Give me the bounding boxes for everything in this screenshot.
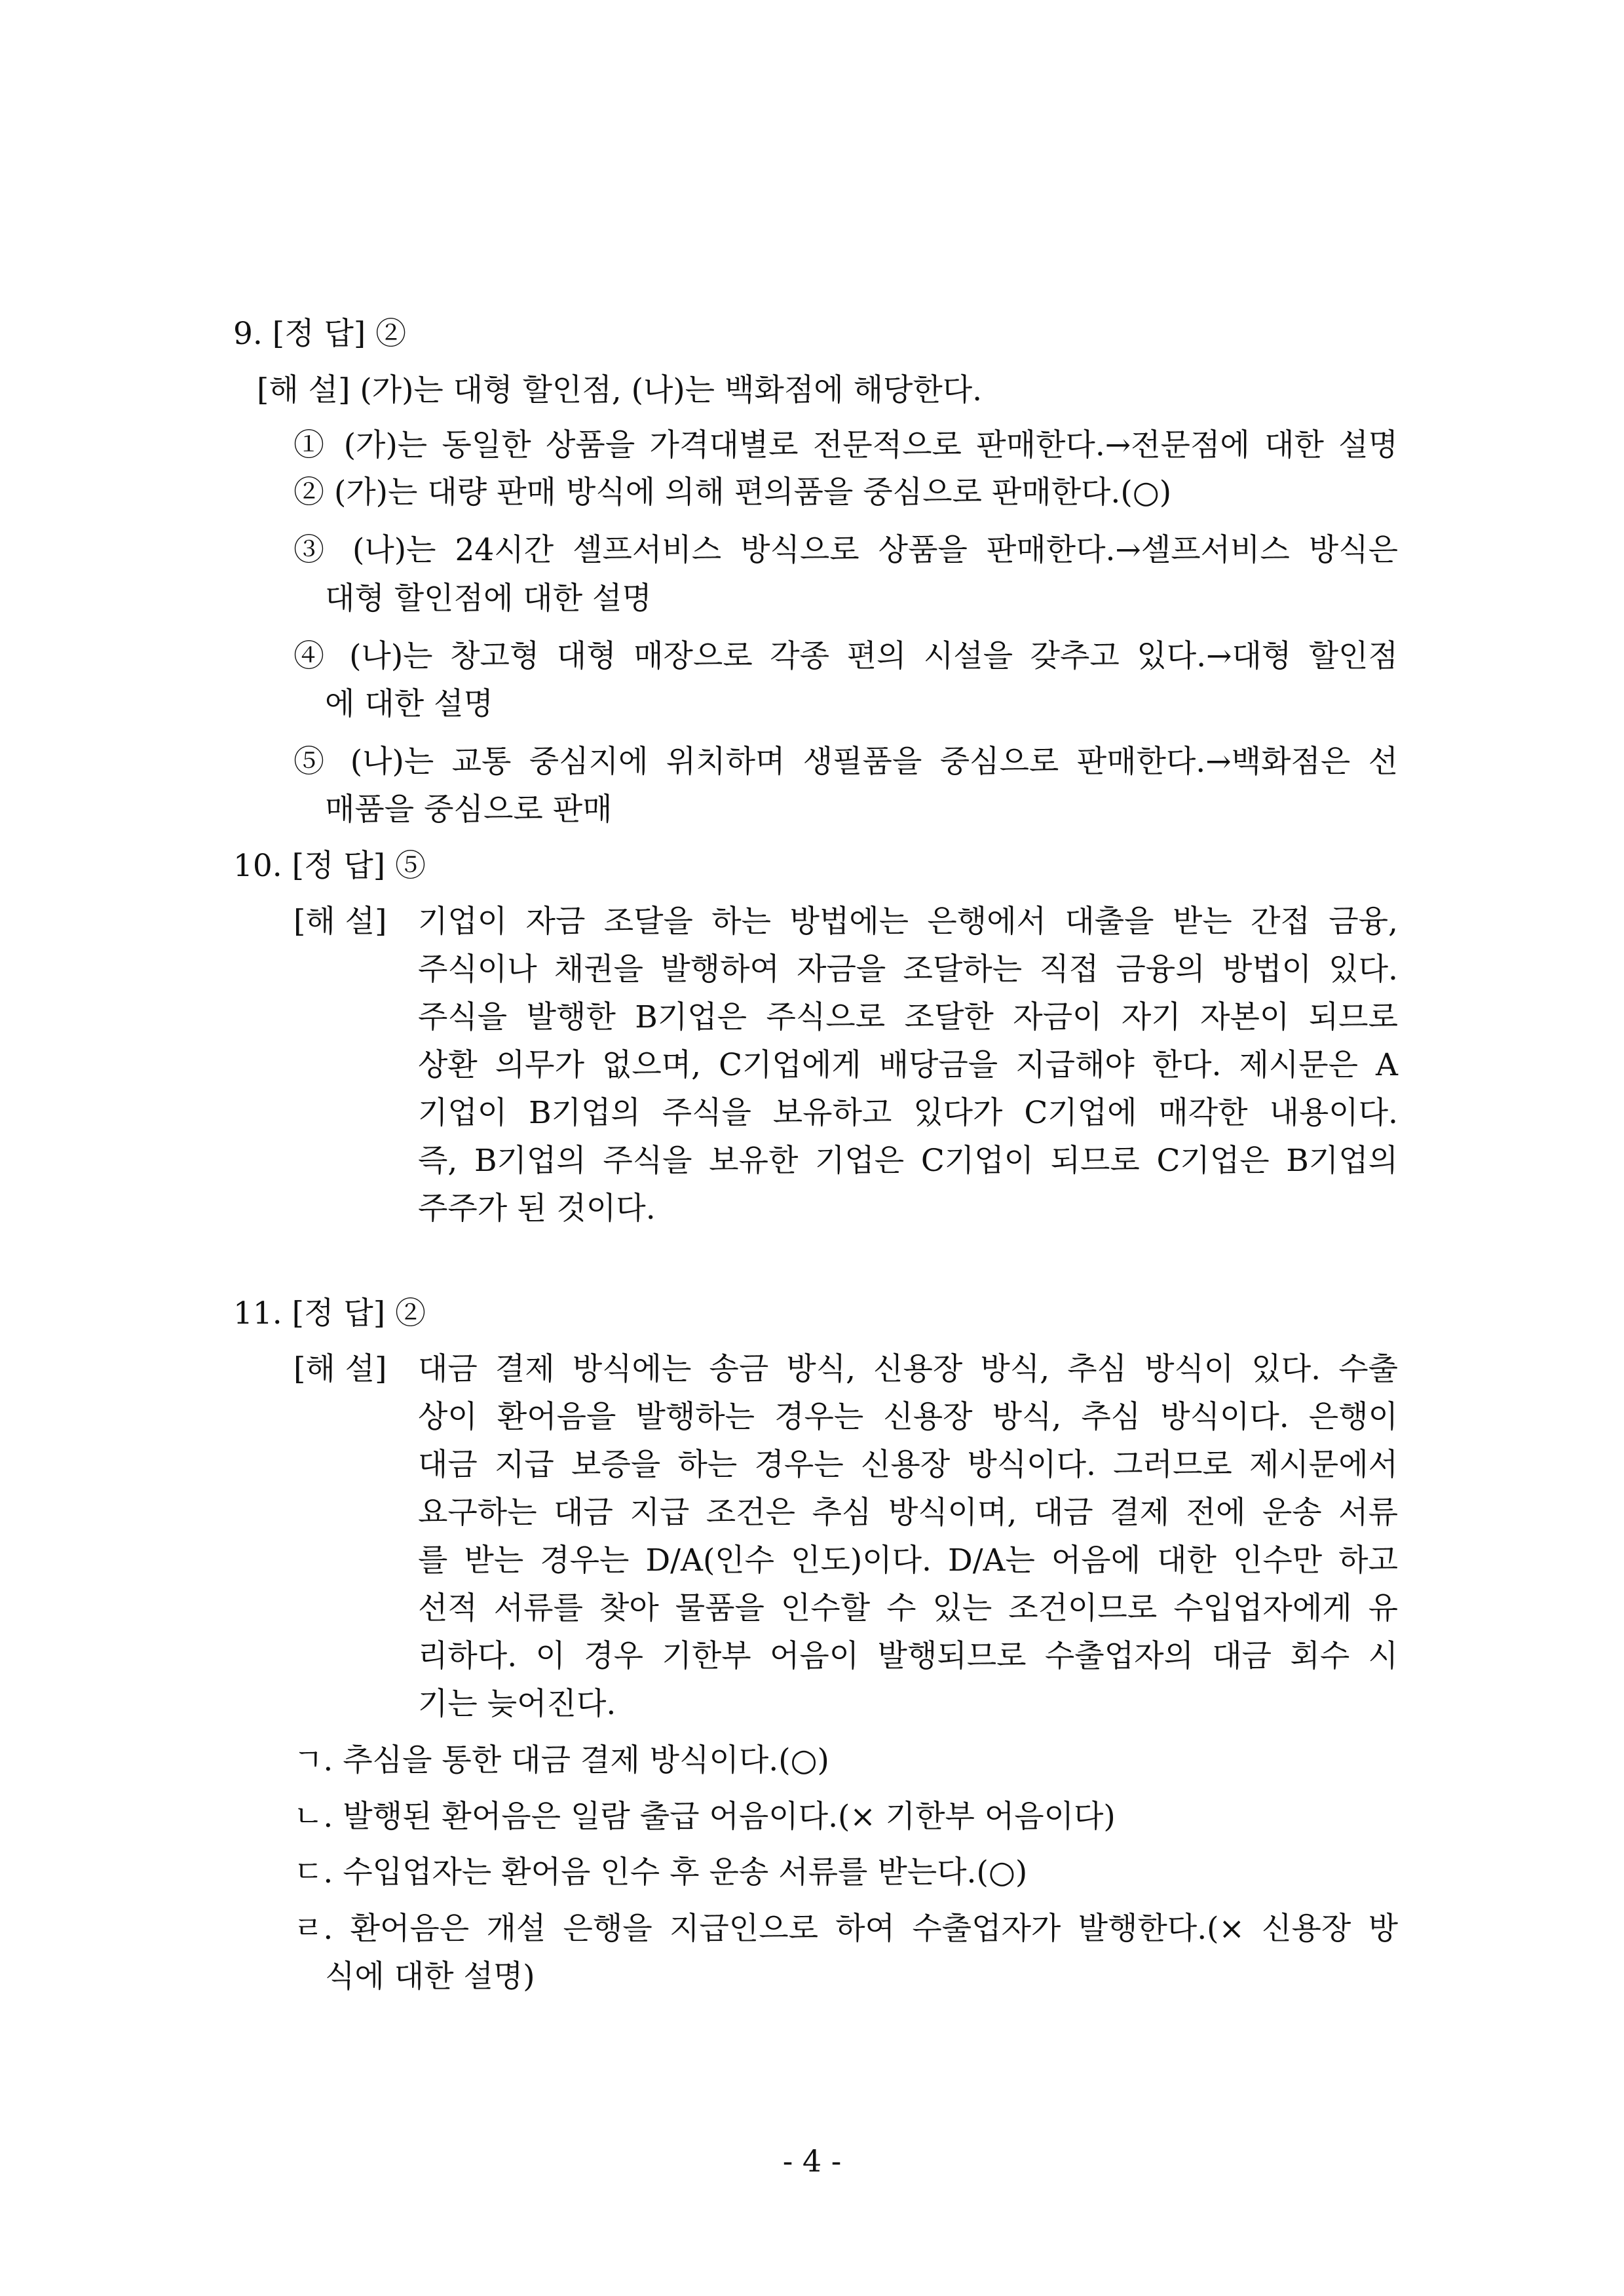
- q9-option-2: ② (가)는 대량 판매 방식에 의해 편의품을 중심으로 판매한다.(○): [293, 474, 1172, 510]
- q11-statement-r-line2: 식에 대한 설명): [325, 1959, 535, 1995]
- q11-explanation-line: 대금 지급 보증을 하는 경우는 신용장 방식이다. 그러므로 제시문에서: [418, 1447, 1398, 1483]
- q11-explanation-line: 상이 환어음을 발행하는 경우는 신용장 방식, 추심 방식이다. 은행이: [418, 1399, 1398, 1435]
- q11-explanation-line: 를 받는 경우는 D/A(인수 인도)이다. D/A는 어음에 대한 인수만 하고: [418, 1542, 1398, 1578]
- q10-explanation-label: [해 설]: [293, 904, 387, 940]
- q10-explanation-line: 주주가 된 것이다.: [418, 1191, 656, 1227]
- q11-explanation-label: [해 설]: [293, 1351, 387, 1387]
- q9-explanation: [해 설] (가)는 대형 할인점, (나)는 백화점에 해당한다.: [257, 372, 983, 408]
- q9-option-5-line2: 매품을 중심으로 판매: [325, 792, 613, 828]
- q11-answer-header: 11. [정 답] ②: [233, 1295, 426, 1331]
- q10-explanation-line: 상환 의무가 없으며, C기업에게 배당금을 지급해야 한다. 제시문은 A: [418, 1047, 1398, 1083]
- page-number: - 4 -: [782, 2143, 842, 2179]
- q11-explanation-line: 리하다. 이 경우 기한부 어음이 발행되므로 수출업자의 대금 회수 시: [418, 1638, 1398, 1674]
- q9-option-1: ① (가)는 동일한 상품을 가격대별로 전문적으로 판매한다.→전문점에 대한 설명: [293, 427, 1398, 463]
- q9-answer-header: 9. [정 답] ②: [233, 316, 407, 352]
- q10-explanation-line: 주식을 발행한 B기업은 주식으로 조달한 자금이 자기 자본이 되므로: [418, 999, 1398, 1035]
- q9-option-3-line2: 대형 할인점에 대한 설명: [325, 581, 652, 617]
- q11-explanation-line: 기는 늦어진다.: [418, 1686, 616, 1722]
- q9-option-4-line2: 에 대한 설명: [325, 686, 493, 722]
- q11-statement-n: ㄴ. 발행된 환어음은 일람 출급 어음이다.(× 기한부 어음이다): [293, 1799, 1116, 1835]
- q11-explanation-line: 대금 결제 방식에는 송금 방식, 신용장 방식, 추심 방식이 있다. 수출: [418, 1351, 1398, 1387]
- q11-explanation-line: 요구하는 대금 지급 조건은 추심 방식이며, 대금 결제 전에 운송 서류: [418, 1495, 1398, 1531]
- q11-statement-g: ㄱ. 추심을 통한 대금 결제 방식이다.(○): [293, 1742, 829, 1778]
- q10-explanation-line: 기업이 자금 조달을 하는 방법에는 은행에서 대출을 받는 간접 금융,: [418, 904, 1398, 940]
- q9-option-5-line1: ⑤ (나)는 교통 중심지에 위치하며 생필품을 중심으로 판매한다.→백화점은 선: [293, 744, 1398, 780]
- q10-explanation-line: 기업이 B기업의 주식을 보유하고 있다가 C기업에 매각한 내용이다.: [418, 1095, 1398, 1131]
- q10-explanation-line: 주식이나 채권을 발행하여 자금을 조달하는 직접 금융의 방법이 있다.: [418, 951, 1398, 987]
- q11-statement-d: ㄷ. 수입업자는 환어음 인수 후 운송 서류를 받는다.(○): [293, 1854, 1028, 1890]
- q10-answer-header: 10. [정 답] ⑤: [233, 848, 426, 884]
- q9-option-3-line1: ③ (나)는 24시간 셀프서비스 방식으로 상품을 판매한다.→셀프서비스 방식은: [293, 532, 1398, 568]
- q11-statement-r-line1: ㄹ. 환어음은 개설 은행을 지급인으로 하여 수출업자가 발행한다.(× 신용장 방: [293, 1911, 1398, 1947]
- q10-explanation-line: 즉, B기업의 주식을 보유한 기업은 C기업이 되므로 C기업은 B기업의: [418, 1143, 1398, 1179]
- q9-option-4-line1: ④ (나)는 창고형 대형 매장으로 각종 편의 시설을 갖추고 있다.→대형 할인점: [293, 638, 1398, 674]
- q11-explanation-line: 선적 서류를 찾아 물품을 인수할 수 있는 조건이므로 수입업자에게 유: [418, 1590, 1398, 1626]
